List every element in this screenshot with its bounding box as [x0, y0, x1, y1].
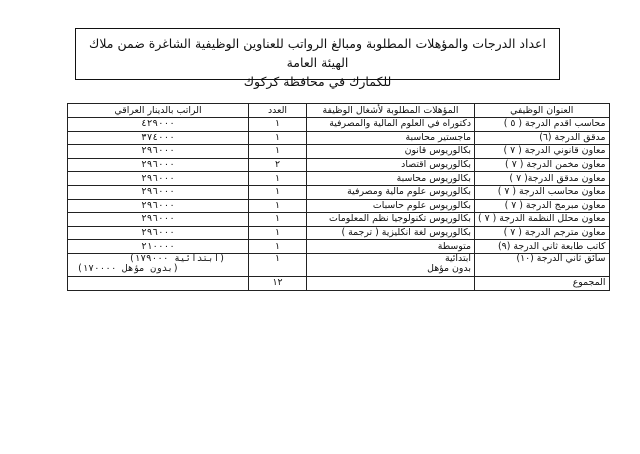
title-line-1: اعداد الدرجات والمؤهلات المطلوبة ومبالغ الرواتب للعناوين الوظيفية الشاغرة ضمن ملاك الهيئة العامة: [89, 36, 546, 70]
table-row: [68, 185, 610, 199]
cell-job-title: معاون مدقق الدرجة( ٧ ): [475, 172, 610, 186]
qualification-line-2: بدون مؤهل: [427, 262, 471, 274]
cell-qualification: [307, 253, 475, 276]
table-header-row: [68, 104, 610, 118]
cell-salary: ٢٩٦٠٠٠: [68, 199, 249, 213]
qualification-line-1: ابتدائية: [444, 253, 471, 264]
cell-count: ١: [249, 253, 307, 276]
table-row: [68, 158, 610, 172]
salary-line-2: (بدون مؤهل ١٧٠٠٠٠): [77, 262, 179, 274]
cell-qualification: بكالوريوس قانون: [307, 145, 475, 159]
cell-count: ١: [249, 131, 307, 145]
cell-job-title: سائق ثاني الدرجة (١٠): [475, 253, 610, 276]
cell-qualification: بكالوريوس علوم مالية ومصرفية: [307, 185, 475, 199]
salary-line-1: (ابتدائية ١٧٩٠٠٠): [129, 253, 225, 264]
table-body: [68, 118, 610, 254]
cell-job-title: معاون محاسب الدرجة ( ٧ ): [475, 185, 610, 199]
cell-qualification: دكتوراه في العلوم المالية والمصرفية: [307, 118, 475, 132]
cell-count: ٢: [249, 158, 307, 172]
cell-job-title: محاسب اقدم الدرجة ( ٥ ): [475, 118, 610, 132]
table-row-driver: [68, 253, 610, 276]
header-qualification: المؤهلات المطلوبة لأشغال الوظيفة: [307, 104, 475, 118]
cell-qualification: بكالوريوس لغة انكليزية ( ترجمة ): [307, 226, 475, 240]
cell-salary: ٢٩٦٠٠٠: [68, 158, 249, 172]
cell-salary: ٢٩٦٠٠٠: [68, 172, 249, 186]
header-count: العدد: [249, 104, 307, 118]
cell-qualification: بكالوريوس علوم حاسبات: [307, 199, 475, 213]
table-row: [68, 145, 610, 159]
cell-job-title: معاون محلل النظمة الدرجة ( ٧ ): [475, 213, 610, 227]
cell-count: ١: [249, 118, 307, 132]
cell-count: ١: [249, 185, 307, 199]
cell-qualification: بكالوريوس محاسبة: [307, 172, 475, 186]
cell-total-count: ١٢: [249, 276, 307, 290]
table-row: [68, 213, 610, 227]
cell-job-title: معاون مترجم الدرجة ( ٧ ): [475, 226, 610, 240]
cell-salary: [68, 253, 249, 276]
document-title-box: [75, 28, 560, 89]
cell-count: ١: [249, 199, 307, 213]
cell-count: ١: [249, 172, 307, 186]
cell-salary: ٢١٠٠٠٠: [68, 240, 249, 254]
vacancies-table: [67, 103, 610, 291]
header-salary: الراتب بالدينار العراقي: [68, 104, 249, 118]
cell-job-title: معاون مخمن الدرجة ( ٧ ): [475, 158, 610, 172]
cell-salary: ٢٩٦٠٠٠: [68, 185, 249, 199]
table-row: [68, 226, 610, 240]
cell-salary: ٤٢٩٠٠٠: [68, 118, 249, 132]
title-line-2: للكمارك في محافظة كركوك: [243, 74, 392, 89]
table-row: [68, 172, 610, 186]
table-row: [68, 131, 610, 145]
cell-total-label: المجموع: [475, 276, 610, 290]
cell-job-title: مدقق الدرجة (٦): [475, 131, 610, 145]
table-row-total: [68, 276, 610, 290]
cell-qualification: بكالوريوس اقتصاد: [307, 158, 475, 172]
cell-job-title: كاتب طابعة ثاني الدرجة (٩): [475, 240, 610, 254]
cell-job-title: معاون قانوني الدرجة ( ٧ ): [475, 145, 610, 159]
cell-salary: ٢٩٦٠٠٠: [68, 226, 249, 240]
cell-empty: [307, 276, 475, 290]
table-row: [68, 240, 610, 254]
cell-salary: ٣٧٤٠٠٠: [68, 131, 249, 145]
table-row: [68, 199, 610, 213]
cell-job-title: معاون مبرمج الدرجة ( ٧ ): [475, 199, 610, 213]
cell-count: ١: [249, 145, 307, 159]
cell-salary: ٢٩٦٠٠٠: [68, 213, 249, 227]
header-job-title: العنوان الوظيفي: [475, 104, 610, 118]
cell-salary: ٢٩٦٠٠٠: [68, 145, 249, 159]
cell-qualification: بكالوريوس تكنولوجيا نظم المعلومات: [307, 213, 475, 227]
cell-qualification: ماجستير محاسبة: [307, 131, 475, 145]
cell-count: ١: [249, 226, 307, 240]
table-row: [68, 118, 610, 132]
cell-empty: [68, 276, 249, 290]
table-footer: [68, 253, 610, 290]
cell-qualification: متوسطة: [307, 240, 475, 254]
cell-count: ١: [249, 240, 307, 254]
cell-count: ١: [249, 213, 307, 227]
